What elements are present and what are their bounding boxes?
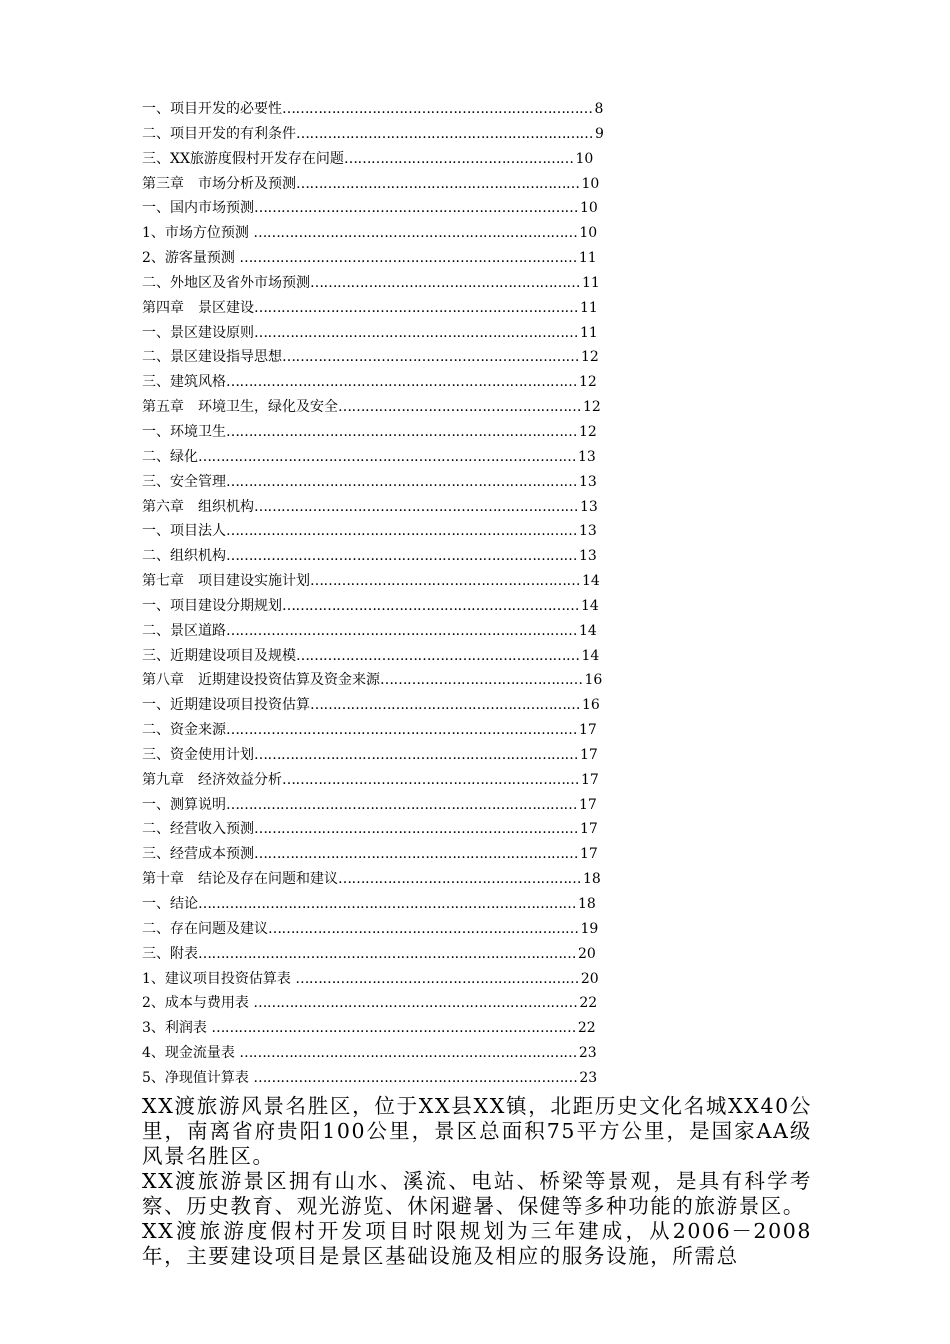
toc-entry-label: 3、利润表: [142, 1020, 212, 1037]
toc-leader-dots: ………………………………………………………………: [253, 995, 578, 1012]
toc-entry-page: 12: [581, 349, 599, 366]
toc-entry-label: 二、景区道路: [142, 622, 226, 639]
toc-entry-label: 二、经营收入预测: [142, 821, 254, 838]
toc-leader-dots: ………………………………………………………………: [253, 225, 578, 242]
toc-entry[interactable]: [142, 842, 602, 867]
toc-leader-dots: ………………………………………………: [338, 399, 581, 416]
toc-leader-dots: …………………………………………………………: [282, 597, 579, 614]
toc-entry-label: 二、外地区及省外市场预测: [142, 274, 310, 291]
toc-entry-page: 14: [582, 573, 600, 590]
toc-entry-label: 第三章 市场分析及预测: [142, 175, 296, 192]
toc-leader-dots: ………………………………………………………………: [254, 746, 578, 763]
toc-entry[interactable]: [142, 246, 602, 271]
toc-leader-dots: ……………………………………………………………………: [226, 423, 577, 440]
toc-leader-dots: ……………………………………………………: [310, 274, 580, 291]
toc-entry[interactable]: [142, 321, 602, 346]
toc-entry[interactable]: [142, 470, 602, 495]
toc-entry[interactable]: [142, 1041, 602, 1066]
toc-entry-page: 17: [579, 796, 597, 813]
toc-entry[interactable]: [142, 395, 602, 420]
toc-entry[interactable]: [142, 345, 602, 370]
toc-leader-dots: ……………………………………………………………………: [226, 548, 577, 565]
toc-entry[interactable]: [142, 1016, 602, 1041]
toc-leader-dots: ……………………………………………………: [310, 573, 580, 590]
toc-leader-dots: ……………………………………………………………………: [226, 473, 577, 490]
toc-entry-label: 一、项目法人: [142, 523, 226, 540]
toc-entry-label: 第九章 经济效益分析: [142, 771, 282, 788]
toc-entry-label: 一、国内市场预测: [142, 200, 254, 217]
toc-leader-dots: ……………………………………………………………………: [226, 722, 577, 739]
toc-entry[interactable]: [142, 445, 602, 470]
toc-entry-label: 三、建筑风格: [142, 374, 226, 391]
toc-entry-page: 14: [581, 597, 599, 614]
toc-entry-label: 一、项目开发的必要性: [142, 101, 282, 117]
toc-leader-dots: ………………………………………………………………: [254, 846, 578, 863]
toc-entry[interactable]: [142, 892, 602, 917]
toc-leader-dots: ………………………………………………………………: [253, 1069, 578, 1086]
toc-leader-dots: ………………………………………………: [338, 871, 581, 888]
toc-entry-page: 16: [584, 672, 603, 689]
toc-entry-label: 第六章 组织机构: [142, 498, 254, 515]
toc-entry-page: 11: [582, 274, 600, 291]
toc-entry-label: 二、景区建设指导思想: [142, 349, 282, 366]
toc-entry[interactable]: [142, 370, 602, 395]
toc-entry[interactable]: [142, 619, 602, 644]
toc-entry-label: 三、附表: [142, 945, 198, 962]
toc-entry-label: 三、近期建设项目及规模: [142, 647, 296, 664]
toc-entry-label: 1、市场方位预测: [142, 225, 254, 242]
toc-leader-dots: ………………………………………………………………: [254, 821, 578, 838]
toc-entry[interactable]: [142, 569, 602, 594]
toc-entry-label: 5、净现值计算表: [142, 1069, 254, 1086]
toc-entry-label: 二、存在问题及建议: [142, 920, 268, 937]
toc-leader-dots: …………………………………………………………: [282, 771, 579, 788]
toc-leader-dots: ………………………………………………………………: [254, 324, 578, 341]
body-text: [142, 1094, 812, 1269]
toc-leader-dots: …………………………………………………………………………: [198, 945, 576, 962]
toc-entry-page: 12: [579, 423, 597, 440]
toc-entry[interactable]: [142, 147, 602, 172]
toc-entry-label: 一、项目建设分期规划: [142, 597, 282, 614]
toc-entry[interactable]: [142, 942, 602, 967]
toc-entry-page: 17: [580, 746, 598, 763]
body-paragraph: XX渡旅游景区拥有山水、溪流、电站、桥梁等景观，是具有科学考察、历史教育、观光游览、休闲避暑、保健等多种功能的旅游景区。: [142, 1169, 812, 1218]
toc-entry-label: 第八章 近期建设投资估算及资金来源: [142, 672, 380, 689]
toc-entry[interactable]: [142, 917, 602, 942]
toc-entry-label: 三、XX旅游度假村开发存在问题: [142, 150, 344, 167]
toc-entry[interactable]: [142, 97, 602, 122]
toc-entry-page: 16: [582, 697, 600, 714]
toc-entry[interactable]: [142, 196, 602, 221]
toc-entry[interactable]: [142, 967, 602, 992]
toc-entry-label: 一、结论: [142, 896, 198, 912]
toc-entry-page: 9: [595, 125, 604, 142]
toc-leader-dots: …………………………………………………………………: [239, 1045, 577, 1062]
toc-leader-dots: …………………………………………………………………………: [198, 448, 576, 465]
toc-leader-dots: ………………………………………………………………: [254, 200, 578, 217]
toc-entry-label: 第七章 项目建设实施计划: [142, 573, 310, 590]
toc-entry-page: 23: [579, 1069, 598, 1086]
toc-entry[interactable]: [142, 718, 602, 743]
toc-entry-page: 11: [578, 250, 597, 267]
toc-entry-label: 二、绿化: [142, 448, 198, 465]
toc-entry-label: 1、建议项目投资估算表: [142, 970, 296, 987]
toc-leader-dots: ………………………………………: [380, 672, 583, 689]
toc-entry-label: 三、经营成本预测: [142, 846, 254, 863]
toc-entry[interactable]: [142, 495, 602, 520]
toc-entry-label: 二、组织机构: [142, 548, 226, 565]
toc-entry-page: 10: [575, 150, 594, 167]
toc-leader-dots: ………………………………………………………………: [254, 498, 578, 515]
body-paragraph: XX渡旅游风景名胜区，位于XX县XX镇，北距历史文化名城XX40公里，南离省府贵阳100公里，景区总面积75平方公里，是国家AA级风景名胜区。: [142, 1094, 812, 1168]
toc-leader-dots: ……………………………………………………………………: [226, 622, 577, 639]
toc-entry-page: 13: [580, 498, 598, 515]
toc-leader-dots: …………………………………………………………………: [239, 250, 577, 267]
toc-entry-page: 13: [579, 548, 597, 565]
toc-entry-page: 13: [579, 523, 597, 540]
toc-entry-page: 13: [578, 448, 596, 465]
toc-entry[interactable]: [142, 867, 602, 892]
toc-entry-page: 8: [594, 101, 604, 117]
toc-entry[interactable]: [142, 519, 602, 544]
toc-entry[interactable]: [142, 693, 602, 718]
toc-leader-dots: ……………………………………………………………: [282, 101, 593, 117]
toc-leader-dots: …………………………………………………………: [282, 349, 579, 366]
toc-entry[interactable]: [142, 644, 602, 669]
toc-entry-page: 17: [579, 722, 597, 739]
toc-entry-page: 11: [580, 299, 598, 316]
toc-leader-dots: ………………………………………………………………………: [211, 1020, 576, 1037]
toc-entry[interactable]: [142, 991, 602, 1016]
table-of-contents: [142, 97, 602, 1091]
toc-leader-dots: ……………………………………………………………………: [226, 796, 577, 813]
toc-entry-page: 17: [580, 846, 598, 863]
toc-leader-dots: ………………………………………………………: [296, 175, 580, 192]
toc-entry-page: 12: [579, 374, 597, 391]
body-paragraph: XX渡旅游度假村开发项目时限规划为三年建成，从2006－2008年，主要建设项目是景区基础设施及相应的服务设施，所需总: [142, 1219, 812, 1268]
toc-leader-dots: ……………………………………………………………: [268, 920, 579, 937]
toc-entry-label: 4、现金流量表: [142, 1045, 240, 1062]
toc-entry[interactable]: [142, 594, 602, 619]
toc-entry-page: 13: [579, 473, 597, 490]
toc-entry[interactable]: [142, 296, 602, 321]
toc-entry-page: 19: [580, 920, 599, 937]
toc-leader-dots: ……………………………………………: [343, 150, 574, 167]
toc-entry[interactable]: [142, 668, 602, 693]
toc-entry-label: 第四章 景区建设: [142, 299, 254, 316]
toc-entry-label: 2、游客量预测: [142, 250, 240, 267]
toc-entry-page: 12: [583, 399, 601, 416]
toc-entry-page: 11: [580, 324, 598, 341]
toc-entry[interactable]: [142, 768, 602, 793]
toc-entry-page: 10: [580, 200, 598, 217]
toc-entry-label: 三、安全管理: [142, 473, 226, 490]
toc-entry-label: 2、成本与费用表: [142, 995, 254, 1012]
toc-entry-page: 14: [581, 647, 600, 664]
toc-entry-page: 23: [578, 1045, 597, 1062]
toc-entry-page: 17: [580, 821, 598, 838]
toc-entry-label: 二、资金来源: [142, 722, 226, 739]
toc-entry-page: 22: [577, 1020, 596, 1037]
toc-entry-page: 17: [581, 771, 599, 788]
toc-entry-label: 第十章 结论及存在问题和建议: [142, 871, 338, 888]
toc-entry[interactable]: [142, 544, 602, 569]
toc-entry[interactable]: [142, 793, 602, 818]
toc-entry[interactable]: [142, 122, 602, 147]
toc-leader-dots: ………………………………………………………: [296, 647, 580, 664]
toc-entry-label: 一、景区建设原则: [142, 324, 254, 341]
toc-entry-label: 二、项目开发的有利条件: [142, 125, 296, 142]
toc-entry[interactable]: [142, 743, 602, 768]
toc-entry-page: 10: [581, 175, 600, 192]
toc-entry-page: 18: [578, 896, 596, 912]
toc-entry-label: 第五章 环境卫生，绿化及安全: [142, 399, 338, 416]
toc-entry[interactable]: [142, 271, 602, 296]
toc-leader-dots: ……………………………………………………………………: [226, 523, 577, 540]
toc-leader-dots: ……………………………………………………………………: [226, 374, 577, 391]
toc-leader-dots: ……………………………………………………: [310, 697, 580, 714]
toc-entry[interactable]: [142, 1066, 602, 1091]
toc-entry-page: 20: [578, 945, 596, 962]
toc-entry-page: 20: [580, 970, 599, 987]
toc-entry[interactable]: [142, 817, 602, 842]
toc-entry-page: 18: [583, 871, 601, 888]
toc-leader-dots: ………………………………………………………………: [254, 299, 578, 316]
toc-leader-dots: ………………………………………………………: [295, 970, 579, 987]
toc-entry-page: 10: [579, 225, 598, 242]
toc-entry-label: 一、环境卫生: [142, 423, 226, 440]
toc-entry-page: 14: [579, 622, 597, 639]
toc-entry-label: 三、资金使用计划: [142, 746, 254, 763]
toc-entry[interactable]: [142, 172, 602, 197]
toc-entry[interactable]: [142, 221, 602, 246]
toc-leader-dots: …………………………………………………………: [296, 125, 593, 142]
toc-entry-label: 一、近期建设项目投资估算: [142, 697, 310, 714]
toc-entry[interactable]: [142, 420, 602, 445]
toc-leader-dots: …………………………………………………………………………: [198, 896, 576, 912]
toc-entry-page: 22: [579, 995, 598, 1012]
toc-entry-label: 一、测算说明: [142, 796, 226, 813]
